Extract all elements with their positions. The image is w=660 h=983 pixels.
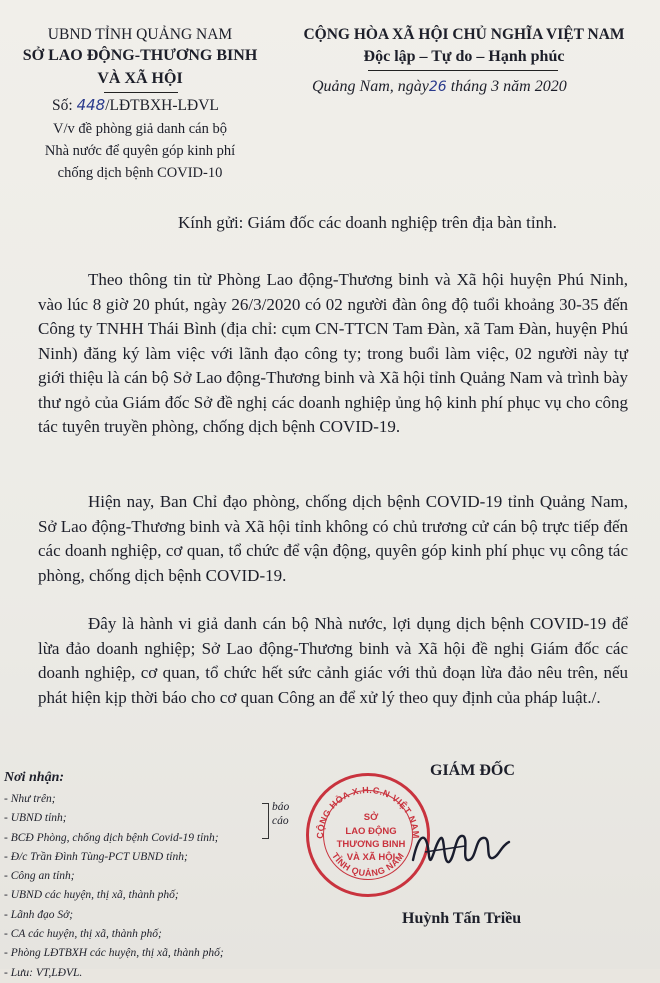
recipients-list (4, 790, 224, 983)
doc-number-suffix: /LĐTBXH-LĐVL (105, 97, 219, 114)
org-name: SỞ LAO ĐỘNG-THƯƠNG BINH (22, 47, 258, 64)
salutation: Kính gửi: Giám đốc các doanh nghiệp trên địa bàn tỉnh. (178, 213, 557, 232)
recipient-item: - Công an tỉnh; (4, 870, 75, 883)
signature-title: GIÁM ĐỐC (430, 762, 515, 779)
stamp-line1: SỞ (363, 812, 379, 823)
stamp-line4: VÀ XÃ HỘI (346, 852, 396, 863)
doc-number-handwritten: 448 (76, 96, 106, 114)
date-prefix: Quảng Nam, ngày (312, 78, 429, 95)
stamp-line2: LAO ĐỘNG (345, 826, 397, 837)
subject-line-2: Nhà nước để quyên góp kinh phí (44, 143, 236, 159)
bracket-mark (262, 803, 269, 839)
subject-line-1: V/v đề phòng giả danh cán bộ (53, 121, 227, 137)
recipient-item: - Phòng LĐTBXH các huyện, thị xã, thành phố; (4, 947, 224, 960)
paragraph-1-text: Theo thông tin từ Phòng Lao động-Thương binh và Xã hội huyện Phú Ninh, vào lúc 8 giờ 20 phút, ngày 26/3/2020 có 02 người đàn ông độ tuổi khoảng 30-35 đến Công ty TNHH Thái Bình (địa chỉ: cụm CN-TTCN Tam Đàn, xã Tam Đàn, huyện Phú Ninh) đăng ký làm việc với lãnh đạo công ty; trong buổi làm việc, 02 người này tự giới thiệu là cán bộ Sở Lao động-Thương binh và Xã hội tỉnh Quảng Nam và trình bày thư ngỏ của Giám đốc Sở đề nghị các doanh nghiệp ủng hộ kinh phí phục vụ cho công tác tuyên truyền phòng, chống dịch bệnh COVID-19. (38, 270, 628, 436)
recipients-title: Nơi nhận: (4, 770, 65, 785)
national-motto: Độc lập – Tự do – Hạnh phúc (363, 48, 565, 65)
bracket-note (272, 800, 289, 828)
subject-line-3: chống dịch bệnh COVID-10 (57, 165, 223, 181)
recipient-item: - Lưu: VT,LĐVL. (4, 966, 83, 979)
national-title: CỘNG HÒA XÃ HỘI CHỦ NGHĨA VIỆT NAM (303, 26, 625, 43)
org-name-line2: VÀ XÃ HỘI (97, 70, 183, 87)
stamp-line3: THƯƠNG BINH (336, 839, 406, 850)
recipient-item: - BCĐ Phòng, chống dịch bệnh Covid-19 tỉnh; (4, 831, 219, 844)
doc-number-prefix: Số: (52, 97, 77, 114)
bracket-note-line2: cáo (272, 815, 289, 827)
recipient-item: - UBND các huyện, thị xã, thành phố; (4, 889, 179, 902)
signer-name: Huỳnh Tấn Triều (402, 910, 522, 927)
org-parent: UBND TỈNH QUẢNG NAM (47, 26, 233, 43)
paragraph-2-text: Hiện nay, Ban Chỉ đạo phòng, chống dịch bệnh COVID-19 tỉnh Quảng Nam, Sở Lao động-Thương binh và Xã hội tỉnh không có chủ trương cử cán bộ trực tiếp đến các doanh nghiệp, cơ quan, tổ chức để vận động, quyên góp kinh phí phục vụ công tác phòng, chống dịch bệnh COVID-19. (38, 492, 628, 585)
recipient-item: - Như trên; (4, 793, 56, 805)
doc-number (52, 96, 219, 115)
date-suffix: tháng 3 năm 2020 (446, 78, 567, 95)
stamp-arc-top: CỘNG HÒA X.H.C.N VIỆT NAM (314, 784, 422, 840)
paragraph-2 (38, 490, 628, 588)
handwritten-signature (405, 812, 515, 882)
org-underline (104, 92, 178, 93)
date-line (312, 78, 567, 96)
stamp-arc-bottom: TỈNH QUẢNG NAM (330, 850, 407, 879)
date-day-handwritten: 26 (428, 79, 447, 95)
recipient-item: - Đ/c Trần Đình Tùng-PCT UBND tỉnh; (4, 850, 188, 863)
paragraph-3 (38, 612, 628, 710)
recipient-item: - UBND tỉnh; (4, 812, 67, 825)
paragraph-1 (38, 268, 628, 440)
bracket-note-line1: báo (272, 801, 290, 813)
paragraph-3-text: Đây là hành vi giả danh cán bộ Nhà nước, lợi dụng dịch bệnh COVID-19 để lừa đảo doanh nghiệp; Sở Lao động-Thương binh và Xã hội đề nghị Giám đốc các doanh nghiệp, cơ quan, tổ chức hết sức cảnh giác với thủ đoạn lừa đảo nêu trên, nếu phát hiện kịp thời báo cho cơ quan Công an để xử lý theo quy định của pháp luật./. (38, 614, 628, 707)
motto-underline (368, 70, 558, 71)
subject-block (20, 118, 260, 184)
recipient-item: - CA các huyện, thị xã, thành phố; (4, 928, 162, 941)
recipient-item: - Lãnh đạo Sở; (4, 908, 74, 921)
